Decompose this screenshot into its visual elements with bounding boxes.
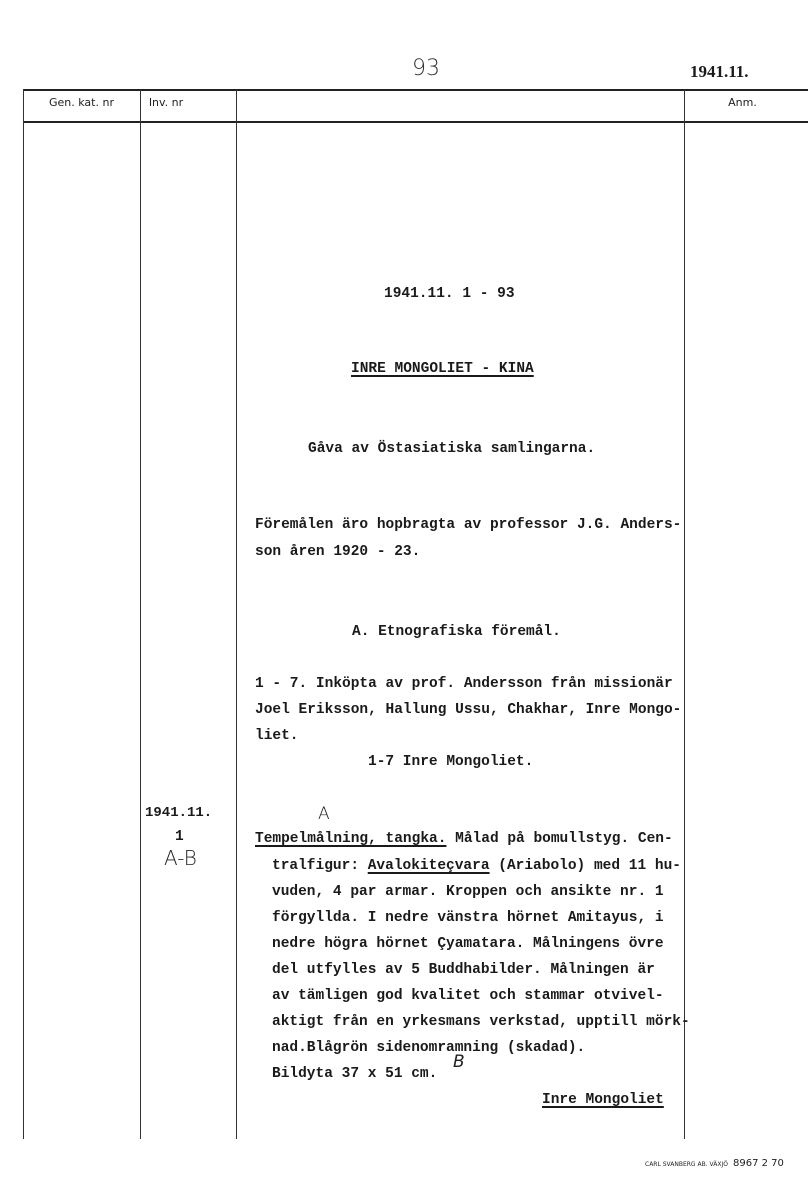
inventory-hand-note: A-B — [164, 846, 197, 870]
inventory-number: 1 — [175, 829, 184, 845]
column-divider-1 — [140, 89, 141, 1139]
entry-line: vuden, 4 par armar. Kroppen och ansikte nr. 1 — [272, 884, 664, 900]
entry-line: av tämligen god kvalitet och stammar otvivel- — [272, 988, 664, 1004]
entry-line-2 — [272, 853, 681, 880]
region-heading: INRE MONGOLIET - KINA — [351, 361, 534, 377]
entry-line: nedre högra hörnet Çyamatara. Målningens övre — [272, 936, 664, 952]
inventory-year: 1941.11. — [145, 805, 213, 821]
collector-line: son åren 1920 - 23. — [255, 544, 421, 560]
accession-year: 1941.11. — [690, 62, 749, 81]
entry-line-2-post: (Ariabolo) med 11 hu- — [489, 858, 681, 874]
purchase-line: liet. — [255, 728, 299, 744]
deity-name: Avalokiteçvara — [367, 858, 490, 874]
printer-imprint: CARL SVANBERG AB. VÄXJÖ — [645, 1161, 728, 1168]
purchase-line: Joel Eriksson, Hallung Ussu, Chakhar, Inre Mongo- — [255, 702, 682, 718]
entry-line: del utfylles av 5 Buddhabilder. Målningen är — [272, 962, 655, 978]
entry-line-1-text: Målad på bomullstyg. Cen- — [446, 831, 673, 847]
handwritten-mark-a: A — [318, 804, 330, 824]
table-left-border — [23, 89, 24, 1139]
donor-line: Gåva av Östasiatiska samlingarna. — [308, 441, 596, 457]
handwritten-mark-b: B — [453, 1052, 465, 1072]
form-code: 8967 2 70 — [733, 1158, 784, 1169]
collector-line: Föremålen äro hopbragta av professor J.G. Anders- — [255, 517, 682, 533]
section-heading: A. Etnografiska föremål. — [352, 624, 561, 640]
column-header-inv-nr: Inv. nr — [148, 96, 184, 109]
accession-range: 1941.11. 1 - 93 — [384, 286, 515, 302]
purchase-subtitle: 1-7 Inre Mongoliet. — [368, 754, 534, 770]
column-header-gen-kat-nr: Gen. kat. nr — [49, 96, 114, 109]
column-divider-2 — [236, 89, 237, 1139]
entry-line: nad.Blågrön sidenomramning (skadad). — [272, 1040, 586, 1056]
entry-origin: Inre Mongoliet — [542, 1092, 664, 1108]
purchase-line: 1 - 7. Inköpta av prof. Andersson från missionär — [255, 676, 673, 692]
column-header-anm: Anm. — [728, 96, 757, 109]
entry-line-2-pre: tralfigur: — [272, 858, 368, 874]
entry-line: Bildyta 37 x 51 cm. — [272, 1066, 438, 1082]
entry-line-1 — [255, 826, 673, 853]
entry-title: Tempelmålning, tangka. — [255, 831, 447, 847]
column-divider-3 — [684, 89, 685, 1139]
page-number: 93 — [412, 56, 440, 81]
entry-line: aktigt från en yrkesmans verkstad, upptill mörk- — [272, 1014, 690, 1030]
entry-line: förgyllda. I nedre vänstra hörnet Amitayus, i — [272, 910, 664, 926]
